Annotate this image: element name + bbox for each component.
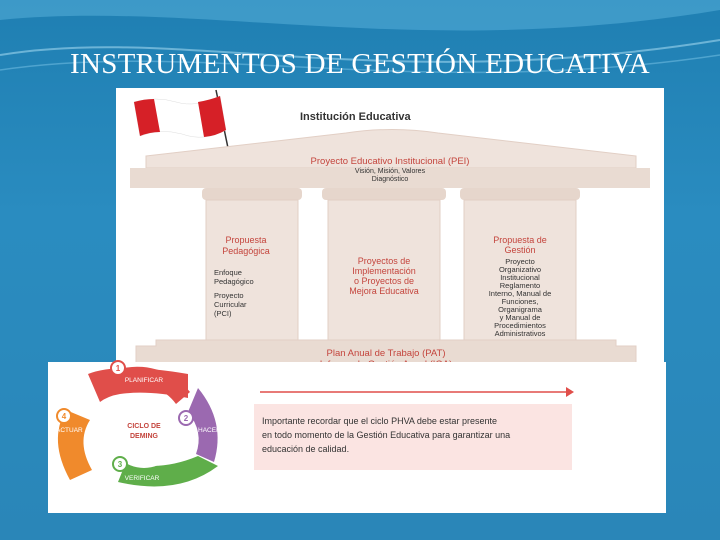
pdca-diagram <box>48 362 666 513</box>
col3-title2: Gestión <box>504 245 536 255</box>
step-num: 3 <box>117 460 123 469</box>
pei-line2: Diagnóstico <box>371 176 409 183</box>
base-line1: Plan Anual de Trabajo (PAT) <box>326 348 446 359</box>
temple-diagram-panel <box>116 88 664 363</box>
col1-line: (PCI) <box>214 309 232 318</box>
col3-line: Procedimientos <box>494 321 546 330</box>
capital-left <box>202 188 302 200</box>
temple-header: Institución Educativa <box>300 111 411 123</box>
col2-title: Proyectos de <box>357 256 411 266</box>
step-num: 2 <box>183 414 189 423</box>
temple-diagram <box>116 88 664 363</box>
capital-right <box>460 188 580 200</box>
col3-line: Institucional <box>500 273 540 282</box>
pei-title: Proyecto Educativo Institucional (PEI) <box>310 156 470 167</box>
col3-line: Organizativo <box>498 265 542 274</box>
pdca-center-line2: DEMING <box>130 433 158 440</box>
col1-line: Proyecto <box>214 291 244 300</box>
pdca-panel <box>48 362 666 513</box>
step-label: ACTUAR <box>56 427 83 434</box>
note-arrow-head <box>566 387 574 397</box>
col3-line: Organigrama <box>498 305 542 314</box>
step-label: HACER <box>198 427 221 434</box>
note-line3: educación de calidad. <box>262 444 350 454</box>
step-num: 1 <box>115 364 121 373</box>
col1-line: Enfoque <box>214 268 242 277</box>
col3-title1: Propuesta de <box>493 235 547 245</box>
note-line1: Importante recordar que el ciclo PHVA debe estar presente <box>262 416 497 426</box>
col3-line: Reglamento <box>499 281 541 290</box>
col1-title1: Propuesta <box>225 235 267 245</box>
note-line2: en todo momento de la Gestión Educativa para garantizar una <box>262 430 511 440</box>
peru-flag-icon <box>134 90 228 148</box>
col2-title: o Proyectos de <box>353 276 415 286</box>
step-label: VERIFICAR <box>124 475 160 482</box>
col3-line: Interno, Manual de <box>488 289 552 298</box>
col3-line: Administrativos <box>494 329 546 338</box>
col2-title: Mejora Educativa <box>349 286 419 296</box>
pei-line1: Visión, Misión, Valores <box>354 168 426 175</box>
pdca-center-line1: CICLO DE <box>127 423 161 430</box>
col3-line: y Manual de <box>499 313 541 322</box>
step-label: PLANIFICAR <box>124 377 164 384</box>
pdca-segment-do <box>188 388 218 462</box>
col3-line: Proyecto <box>505 257 535 266</box>
col2-title: Implementación <box>352 266 416 276</box>
col1-line: Curricular <box>214 300 247 309</box>
capital-center <box>322 188 446 200</box>
col1-line: Pedagógico <box>214 277 254 286</box>
col1-title2: Pedagógica <box>222 246 270 256</box>
step-num: 4 <box>61 412 67 421</box>
col3-line: Funciones, <box>501 297 539 306</box>
slide-title: INSTRUMENTOS DE GESTIÓN EDUCATIVA <box>70 48 650 80</box>
